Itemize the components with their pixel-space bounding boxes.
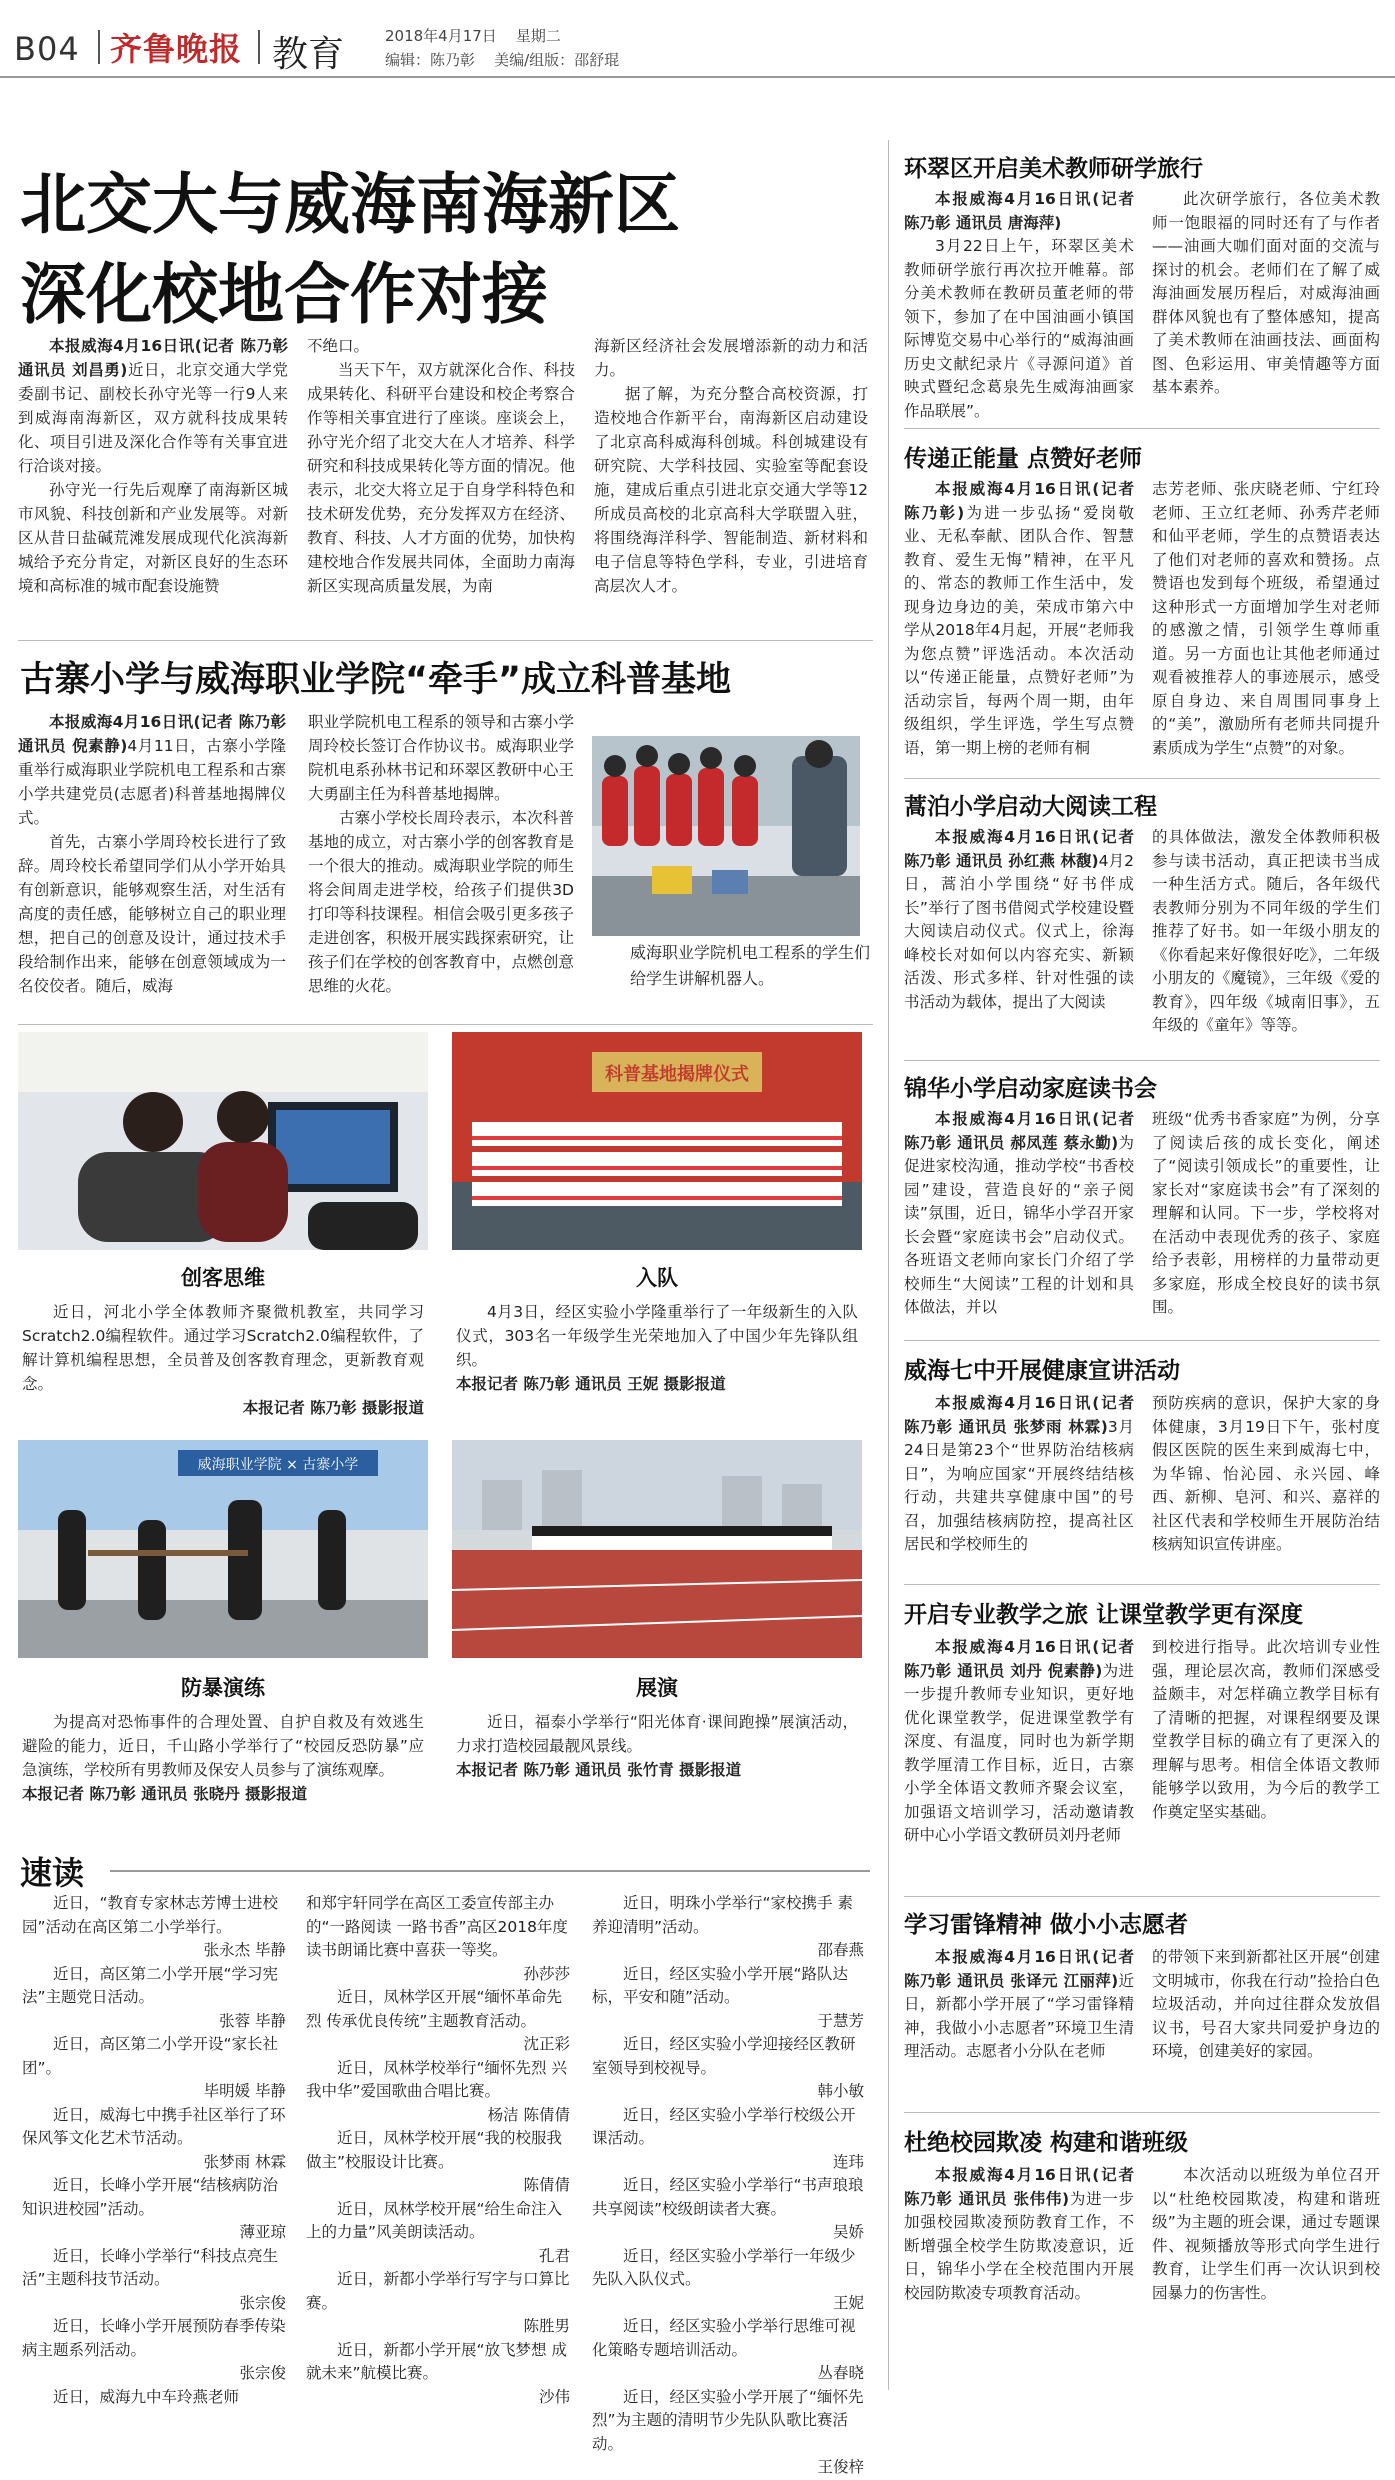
right-story-8-title: 杜绝校园欺凌 构建和谐班级 — [904, 2130, 1189, 2156]
exercise-title: 展演 — [636, 1676, 678, 1700]
brief-item: 近日，威海七中携手社区举行了环保风筝文化艺术节活动。 — [22, 2105, 286, 2147]
right-story-8-body: 为进一步加强校园欺凌预防教育工作，不断增强全校学生防欺凌意识，近日，锦华小学在全校范围内开展校园防欺凌专项教育活动。 — [904, 2189, 1134, 2302]
brief-item: 近日，新都小学举行写字与口算比赛。 — [306, 2270, 570, 2312]
right-story-7-body2: 的带领下来到新都社区开展“创建文明城市，你我在行动”捡拾白色垃圾活动，并向过往群众发放倡议书，号召大家共同爱护身边的环境，创建美好的家园。 — [1152, 1948, 1380, 2060]
brief-item: 近日，高区第二小学开设“家长社团”。 — [22, 2035, 279, 2077]
section-title: 教育 — [272, 34, 345, 75]
science-p2-cont: 职业学院机电工程系的领导和古寨小学周玲校长签订合作协议书。威海职业学院机电系孙林书记和环翠区教研中心王大勇副主任为科普基地揭牌。 — [308, 713, 574, 803]
brief-news-rule — [110, 1870, 870, 1872]
brief-item: 近日，长峰小学开展“结核病防治知识进校园”活动。 — [22, 2176, 279, 2218]
right-story-4-body: 为促进家校沟通，推动学校“书香校园”建设，营造良好的“亲子阅读”氛围，近日，锦华小学召开家长会暨“家庭读书会”启动仪式。各班语文老师向家长门介绍了学校师生“大阅读”工程的计划和具体做法，并以 — [904, 1133, 1134, 1316]
right-story-2-dateline: 本报威海4月16日讯(记者 陈乃彰) — [904, 480, 1134, 522]
brief-col-3 — [592, 1892, 864, 2480]
section-rule — [904, 2112, 1380, 2113]
maker-text — [22, 1300, 424, 1420]
right-story-3-body: 4月2日，蒿泊小学围绕“好书伴成长”举行了图书借阅式学校建设暨大阅读启动仪式。仪式上，徐海峰校长对如何以内容充实、新颖活泼、形式多样、针对性强的读书活动为载体，提出了大阅读 — [904, 851, 1134, 1011]
issue-weekday: 星期二 — [515, 27, 561, 45]
paper-logo: 齐鲁晚报 — [110, 30, 243, 68]
right-story-2-right — [1152, 478, 1380, 760]
brief-item: 近日，凤林学校开展“给生命注入上的力量”风美朗读活动。 — [306, 2199, 563, 2241]
right-story-7-title: 学习雷锋精神 做小小志愿者 — [904, 1912, 1189, 1938]
section-rule — [18, 1024, 873, 1025]
brief-item: 近日，明珠小学举行“家校携手 素养迎清明”活动。 — [592, 1894, 853, 1936]
brief-item: 近日，经区实验小学开展“路队达标，平安和随”活动。 — [592, 1964, 849, 2006]
right-story-6-title: 开启专业教学之旅 让课堂教学更有深度 — [904, 1602, 1304, 1628]
right-story-4-title: 锦华小学启动家庭读书会 — [904, 1076, 1157, 1102]
brief-sig: 薄亚琼 — [239, 2223, 286, 2241]
drill-illustration — [18, 1440, 428, 1658]
section-rule — [904, 1584, 1380, 1585]
brief-item: 近日，长峰小学开展预防春季传染病主题系列活动。 — [22, 2317, 286, 2359]
brief-sig: 丛春晓 — [817, 2364, 864, 2382]
maker-body: 近日，河北小学全体教师齐聚微机教室，共同学习Scratch2.0编程软件。通过学习Scratch2.0编程软件，了解计算机编程思想，全员普及创客教育理念，更新教育观念。 — [22, 1303, 424, 1393]
drill-banner-text: 威海职业学院 × 古寨小学 — [197, 1457, 359, 1473]
science-col-1 — [18, 710, 286, 998]
header-meta — [385, 24, 619, 72]
brief-sig: 张永杰 毕静 — [203, 1941, 286, 1959]
right-story-7-right — [1152, 1946, 1380, 2064]
right-story-8-left — [904, 2164, 1134, 2305]
science-dateline: 本报威海4月16日讯(记者 陈乃彰 通讯员 倪素静) — [18, 713, 286, 755]
right-story-1-dateline: 本报威海4月16日讯(记者 陈乃彰 通讯员 唐海萍) — [904, 190, 1134, 232]
brief-sig: 沈正彩 — [523, 2035, 570, 2053]
induction-illustration — [452, 1032, 862, 1250]
lead-p2-cont: 不绝口。 — [307, 337, 370, 355]
right-story-1-title: 环翠区开启美术教师研学旅行 — [904, 156, 1203, 182]
brief-col-2 — [306, 1892, 570, 2409]
robot-demo-illustration — [592, 736, 860, 936]
science-headline: 古寨小学与威海职业学院“牵手”成立科普基地 — [20, 660, 732, 700]
lead-dateline: 本报威海4月16日讯(记者 陈乃彰 通讯员 刘昌勇) — [18, 337, 288, 379]
brief-sig: 吴娇 — [832, 2223, 864, 2241]
brief-sig: 毕明媛 毕静 — [203, 2082, 286, 2100]
brief-sig: 陈胜男 — [523, 2317, 570, 2335]
right-story-6-dateline: 本报威海4月16日讯(记者 陈乃彰 通讯员 刘丹 倪素静) — [904, 1638, 1134, 1680]
brief-sig: 沙伟 — [538, 2387, 570, 2406]
right-story-7-body: 近日，新都小学开展了“学习雷锋精神，我做小小志愿者”环境卫生清理活动。志愿者小分队在老师 — [904, 1971, 1134, 2060]
right-story-2-title: 传递正能量 点赞好老师 — [904, 446, 1143, 472]
header-divider — [98, 30, 100, 64]
right-story-1-left — [904, 188, 1134, 423]
brief-item: 近日，经区实验小学迎接经区教研室领导到校视导。 — [592, 2035, 856, 2077]
section-rule — [904, 1896, 1380, 1897]
right-story-4-dateline: 本报威海4月16日讯(记者 陈乃彰 通讯员 郝凤莲 蔡永勤) — [904, 1110, 1134, 1152]
lead-headline-line2: 深化校地合作对接 — [20, 256, 548, 333]
header-rule — [0, 76, 1395, 78]
right-story-2-body: 为进一步弘扬“爱岗敬业、无私奉献、团队合作、智慧教育、爱生无悔”精神，在平凡的、常态的教师工作生活中，发现身边身边的美，荣成市第六中学从2018年4月起，开展“老师我为您点赞”评选活动。本次活动以“传递正能量，点赞好老师”为活动宗旨，每两个周一期，由年级组织，学生评选，学生写点赞语，第一期上榜的老师有桐 — [904, 503, 1134, 757]
science-p2: 首先，古寨小学周玲校长进行了致辞。周玲校长希望同学们从小学开始具有创新意识，能够观察生活，对生活有高度的责任感，能够树立自己的职业理想，把自己的创意及设计，通过技术手段给制作出来，能够在创意领域成为一名佼佼者。随后，威海 — [18, 833, 286, 995]
exercise-byline: 本报记者 陈乃彰 通讯员 张竹青 摄影报道 — [456, 1761, 742, 1779]
brief-sig: 张宗俊 — [239, 2364, 286, 2382]
column-divider — [888, 140, 889, 2390]
induction-banner-text: 科普基地揭牌仪式 — [605, 1064, 749, 1085]
science-p3: 古寨小学校长周玲表示，本次科普基地的成立，对古寨小学的创客教育是一个很大的推动。威海职业学院的师生将会间周走进学校，给孩子们提供3D打印等科技课程。相信会吸引更多孩子走进创客，积极开展实践探索研究，让孩子们在学校的创客教育中，点燃创意思维的火花。 — [308, 809, 574, 995]
exercise-body: 近日，福泰小学举行“阳光体育·课间跑操”展演活动，力求打造校园最靓风景线。 — [456, 1713, 858, 1755]
brief-sig: 韩小敏 — [817, 2082, 864, 2100]
lead-headline — [20, 160, 880, 340]
induction-body: 4月3日，经区实验小学隆重举行了一年级新生的入队仪式，303名一年级学生光荣地加入了中国少年先锋队组织。 — [456, 1303, 858, 1369]
lead-p3-cont: 海新区经济社会发展增添新的动力和活力。 — [594, 337, 868, 379]
drill-title: 防暴演练 — [181, 1676, 265, 1700]
brief-item: 近日，高区第二小学开展“学习宪法”主题党日活动。 — [22, 1964, 279, 2006]
brief-item: 近日，经区实验小学举行“书声琅琅 共享阅读”校级朗读者大赛。 — [592, 2176, 864, 2218]
brief-item: 近日，经区实验小学举行思维可视化策略专题培训活动。 — [592, 2317, 856, 2359]
section-rule — [18, 640, 873, 641]
lead-col-1 — [18, 334, 288, 598]
brief-sig: 陈倩倩 — [523, 2176, 570, 2194]
lead-p4: 据了解，为充分整合高校资源，打造校地合作新平台，南海新区启动建设了北京高科威海科创城。科创城建设有研究院、大学科技园、实验室等配套设施，建成后重点引进北京交通大学等12所成员高校的北京高科大学联盟入驻，将围绕海洋科学、智能制造、新材料和电子信息等特色学科，专业，引进培育高层次人才。 — [594, 385, 868, 595]
maker-photo — [18, 1032, 428, 1250]
brief-item: 近日，新都小学开展“放飞梦想 成就未来”航模比赛。 — [306, 2340, 567, 2382]
brief-col-1 — [22, 1892, 286, 2409]
right-story-3-body2: 的具体做法，激发全体教师积极参与读书活动，真正把读书当成一种生活方式。随后，各年级代表教师分别为不同年级的学生们推荐了好书。如一年级小朋友的《你看起来好像很好吃》，二年级小朋友的《魔镜》，三年级《爱的教育》，四年级《城南旧事》，五年级的《童年》等等。 — [1152, 828, 1380, 1034]
robot-demo-photo — [592, 736, 860, 936]
right-story-3-right — [1152, 826, 1380, 1038]
right-story-2-left — [904, 478, 1134, 760]
right-story-6-body: 为进一步提升教师专业知识，更好地优化课堂教学，促进课堂教学有深度、有温度，同时也为新学期教学厘清工作目标，近日，古寨小学全体语文教师齐聚会议室，加强语文培训学习，活动邀请教研中心小学语文教研员刘丹老师 — [904, 1661, 1134, 1844]
right-story-8-dateline: 本报威海4月16日讯(记者 陈乃彰 通讯员 张伟伟) — [904, 2166, 1134, 2208]
brief-sig: 于慧芳 — [817, 2011, 864, 2030]
maker-byline: 本报记者 陈乃彰 摄影报道 — [242, 1399, 424, 1417]
brief-item: 近日，“教育专家林志芳博士进校园”活动在高区第二小学举行。 — [22, 1894, 279, 1936]
lead-p1: 近日，北京交通大学党委副书记、副校长孙守光等一行9人来到威海南海新区，双方就科技成果转化、项目引进及深化合作等有关事宜进行洽谈对接。 — [18, 361, 288, 475]
right-story-8-right — [1152, 2164, 1380, 2305]
editor-credit: 编辑：陈乃彰 — [385, 51, 476, 69]
lead-p3: 当天下午，双方就深化合作、科技成果转化、科研平台建设和校企考察合作等相关事宜进行了座谈。座谈会上，孙守光介绍了北交大在人才培养、科学研究和科技成果转化等方面的情况。他表示，北交大将立足于自身学科特色和技术研发优势，充分发挥双方在经济、教育、科技、人才方面的优势，加快构建校地合作发展共同体，全面助力南海新区实现高质量发展，为南 — [307, 361, 575, 595]
brief-sig: 连玮 — [832, 2152, 864, 2171]
drill-photo — [18, 1440, 428, 1658]
right-story-5-body: 3月24日是第23个“世界防治结核病日”，为响应国家“开展终结结核行动，共建共享健康中国”的号召，加强结核病防控，提高社区居民和学校师生的 — [904, 1417, 1134, 1553]
right-story-8-body2: 本次活动以班级为单位召开以“杜绝校园欺凌，构建和谐班级”为主题的班会课，通过专题课件、视频播放等形式向学生进行教育，让学生们再一次认识到校园暴力的伤害性。 — [1152, 2166, 1380, 2302]
brief-sig: 张宗俊 — [239, 2293, 286, 2312]
drill-body: 为提高对恐怖事件的合理处置、自护自救及有效逃生避险的能力，近日，千山路小学举行了“校园反恐防暴”应急演练，学校所有男教师及保安人员参与了演练观摩。 — [22, 1713, 424, 1779]
designer-credit: 美编/组版：邵舒琨 — [494, 51, 620, 69]
brief-sig: 张蓉 毕静 — [219, 2011, 286, 2030]
section-rule — [904, 1060, 1380, 1061]
brief-sig: 张梦雨 林霖 — [203, 2152, 286, 2171]
page-number: B04 — [14, 30, 80, 68]
lead-col-2 — [307, 334, 575, 598]
right-story-3-dateline: 本报威海4月16日讯(记者 陈乃彰 通讯员 孙红燕 林馥) — [904, 828, 1134, 870]
right-story-1-body: 3月22日上午，环翠区美术教师研学旅行再次拉开帷幕。部分美术教师在教研员董老师的带领下，参加了在中国油画小镇国际博览交易中心举行的“威海油画历史文献纪录片《寻源问道》首映式暨纪念葛泉先生威海油画家作品联展”。 — [904, 237, 1134, 420]
right-story-4-body2: 班级“优秀书香家庭”为例，分享了阅读后孩的成长变化，阐述了“阅读引领成长”的重要性，让家长对“家庭读书会”有了深刻的理解和认同。下一步，学校将对在活动中表现优秀的孩子、家庭给予表彰，用榜样的力量带动更多家庭，形成全校良好的读书氛围。 — [1152, 1110, 1380, 1316]
brief-sig: 王俊梓 — [817, 2458, 864, 2476]
science-col-2 — [308, 710, 574, 998]
brief-sig: 王妮 — [832, 2293, 864, 2312]
lead-headline-line1: 北交大与威海南海新区 — [20, 166, 680, 243]
right-story-2-body2: 志芳老师、张庆晓老师、宁红玲老师、王立红老师、孙秀芹老师和仙平老师，学生的点赞语表达了他们对老师的喜欢和赞扬。点赞语也发到每个班级，希望通过这种形式一方面增加学生对老师的感激之情，引领学生尊师重道。另一方面也让其他老师通过观看被推荐人的事迹展示，感受原自身边、来自周围同事身上的“美”，激励所有老师共同提升素质成为学生“点赞”的对象。 — [1152, 480, 1380, 757]
right-story-3-left — [904, 826, 1134, 1014]
brief-item: 近日，凤林学校开展“我的校服我做主”校服设计比赛。 — [306, 2129, 563, 2171]
brief-item: 近日，威海九中车玲燕老师 — [53, 2387, 240, 2406]
right-story-5-left — [904, 1392, 1134, 1557]
brief-news-title: 速读 — [20, 1854, 85, 1892]
brief-item: 近日，凤林学校举行“缅怀先烈 兴我中华”爱国歌曲合唱比赛。 — [306, 2058, 567, 2100]
right-story-7-dateline: 本报威海4月16日讯(记者 陈乃彰 通讯员 张译元 江丽萍) — [904, 1948, 1134, 1990]
section-rule — [904, 428, 1380, 429]
lead-p2: 孙守光一行先后观摩了南海新区城市风貌、科技创新和产业发展等。对新区从昔日盐碱荒滩发展成现代化滨海新城给予充分肯定，对新区良好的生态环境和高标准的城市配套设施赞 — [18, 481, 288, 595]
induction-byline: 本报记者 陈乃彰 通讯员 王妮 摄影报道 — [456, 1375, 726, 1393]
right-story-5-body2: 预防疾病的意识，保护大家的身体健康，3月19日下午，张村度假区医院的医生来到威海七中，为华锦、怡沁园、永兴园、峰西、新柳、皂河、和兴、嘉祥的社区代表和学校师生开展防治结核病知识宣传讲座。 — [1152, 1394, 1380, 1553]
maker-illustration — [18, 1032, 428, 1250]
robot-demo-caption: 威海职业学院机电工程系的学生们给学生讲解机器人。 — [630, 943, 871, 988]
drill-byline: 本报记者 陈乃彰 通讯员 张晓丹 摄影报道 — [22, 1785, 308, 1803]
brief-sig: 孙莎莎 — [523, 1964, 570, 1983]
exercise-illustration — [452, 1440, 862, 1658]
right-story-6-right — [1152, 1636, 1380, 1824]
brief-sig: 孔君 — [538, 2246, 570, 2265]
brief-item: 近日，凤林学区开展“缅怀革命先烈 传承优良传统”主题教育活动。 — [306, 1988, 563, 2030]
right-story-4-right — [1152, 1108, 1380, 1320]
right-story-5-dateline: 本报威海4月16日讯(记者 陈乃彰 通讯员 张梦雨 林霖) — [904, 1394, 1134, 1436]
right-story-7-left — [904, 1946, 1134, 2064]
induction-text — [456, 1300, 858, 1396]
right-story-1-right — [1152, 188, 1380, 400]
brief-sig: 杨洁 陈倩倩 — [487, 2105, 570, 2124]
right-story-4-left — [904, 1108, 1134, 1320]
brief-item: 近日，长峰小学举行“科技点亮生活”主题科技节活动。 — [22, 2246, 279, 2288]
induction-photo — [452, 1032, 862, 1250]
brief-item: 近日，经区实验小学举行校级公开课活动。 — [592, 2105, 856, 2147]
issue-date: 2018年4月17日 — [385, 27, 497, 45]
brief-item: 近日，经区实验小学举行一年级少先队入队仪式。 — [592, 2246, 856, 2288]
section-rule — [904, 1340, 1380, 1341]
brief-sig: 邵春燕 — [817, 1941, 864, 1959]
brief-item: 和郑宇轩同学在高区工委宣传部主办的“一路阅读 一路书香”高区2018年度读书朗诵比赛中喜获一等奖。 — [306, 1894, 568, 1959]
right-story-6-body2: 到校进行指导。此次培训专业性强，理论层次高，教师们深感受益颇丰，对怎样确立教学目标有了清晰的把握，对课程纲要及课堂教学目标的确立有了更深入的理解与思考。相信全体语文教师能够学以致用，为今后的教学工作奠定坚实基础。 — [1152, 1638, 1380, 1821]
lead-col-3 — [594, 334, 868, 598]
header-divider — [258, 30, 260, 64]
section-rule — [904, 778, 1380, 779]
exercise-photo — [452, 1440, 862, 1658]
right-story-5-right — [1152, 1392, 1380, 1557]
right-story-6-left — [904, 1636, 1134, 1848]
drill-text — [22, 1710, 424, 1806]
brief-item: 近日，经区实验小学开展了“缅怀先烈”为主题的清明节少先队队歌比赛活动。 — [592, 2387, 864, 2453]
right-story-3-title: 蒿泊小学启动大阅读工程 — [904, 794, 1157, 820]
science-p1: 4月11日，古寨小学隆重举行威海职业学院机电工程系和古寨小学共建党员(志愿者)科普基地揭牌仪式。 — [18, 737, 286, 827]
maker-title: 创客思维 — [181, 1266, 265, 1290]
right-story-1-body2: 此次研学旅行，各位美术教师一饱眼福的同时还有了与作者——油画大咖们面对面的交流与探讨的机会。老师们在了解了威海油画发展历程后，对威海油画群体风貌也有了整体感知，提高了美术教师在油画技法、画面构图、色彩运用、审美情趣等方面基本素养。 — [1152, 190, 1380, 396]
induction-title: 入队 — [636, 1266, 678, 1290]
right-story-5-title: 威海七中开展健康宣讲活动 — [904, 1358, 1180, 1384]
exercise-text — [456, 1710, 858, 1782]
